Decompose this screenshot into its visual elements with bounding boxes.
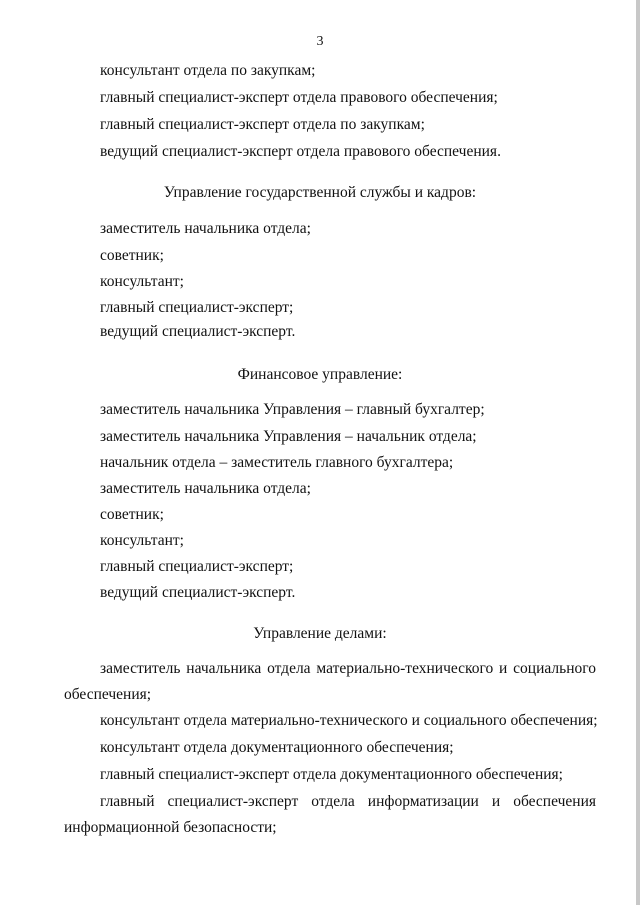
section-heading-hr: Управление государственной службы и кадров: — [163, 184, 477, 201]
list-item: главный специалист-эксперт отдела по закупкам; — [100, 116, 425, 133]
list-item: консультант; — [100, 273, 184, 290]
section-heading-affairs: Управление делами: — [253, 625, 387, 642]
list-item: ведущий специалист-эксперт. — [100, 584, 296, 601]
list-item: главный специалист-эксперт отдела документационного обеспечения; — [100, 766, 563, 783]
list-item: заместитель начальника отдела; — [100, 220, 311, 237]
list-item: советник; — [100, 506, 164, 523]
page-edge-shadow — [636, 0, 640, 905]
page-number: 3 — [316, 34, 324, 49]
list-item: начальник отдела – заместитель главного бухгалтера; — [100, 454, 454, 471]
list-item: заместитель начальника Управления – начальник отдела; — [100, 428, 477, 445]
list-item: консультант отдела по закупкам; — [100, 62, 316, 79]
list-item: заместитель начальника Управления – главный бухгалтер; — [100, 401, 485, 418]
list-item: советник; — [100, 247, 164, 264]
list-item: консультант отдела документационного обеспечения; — [100, 739, 454, 756]
list-item: консультант отдела материально-технического и социального обеспечения; — [100, 712, 598, 729]
section-heading-finance: Финансовое управление: — [237, 366, 403, 383]
list-item: главный специалист-эксперт отдела информатизации и обеспечения — [100, 793, 596, 810]
list-item-continuation: информационной безопасности; — [64, 819, 277, 836]
list-item: консультант; — [100, 532, 184, 549]
list-item: ведущий специалист-эксперт. — [100, 323, 296, 340]
list-item-continuation: обеспечения; — [64, 686, 152, 703]
list-item: главный специалист-эксперт; — [100, 299, 294, 316]
list-item: ведущий специалист-эксперт отдела правового обеспечения. — [100, 143, 501, 160]
list-item: главный специалист-эксперт отдела правового обеспечения; — [100, 89, 498, 106]
list-item: заместитель начальника отдела; — [100, 480, 311, 497]
list-item: главный специалист-эксперт; — [100, 558, 294, 575]
list-item: заместитель начальника отдела материально-технического и социального — [100, 660, 596, 677]
